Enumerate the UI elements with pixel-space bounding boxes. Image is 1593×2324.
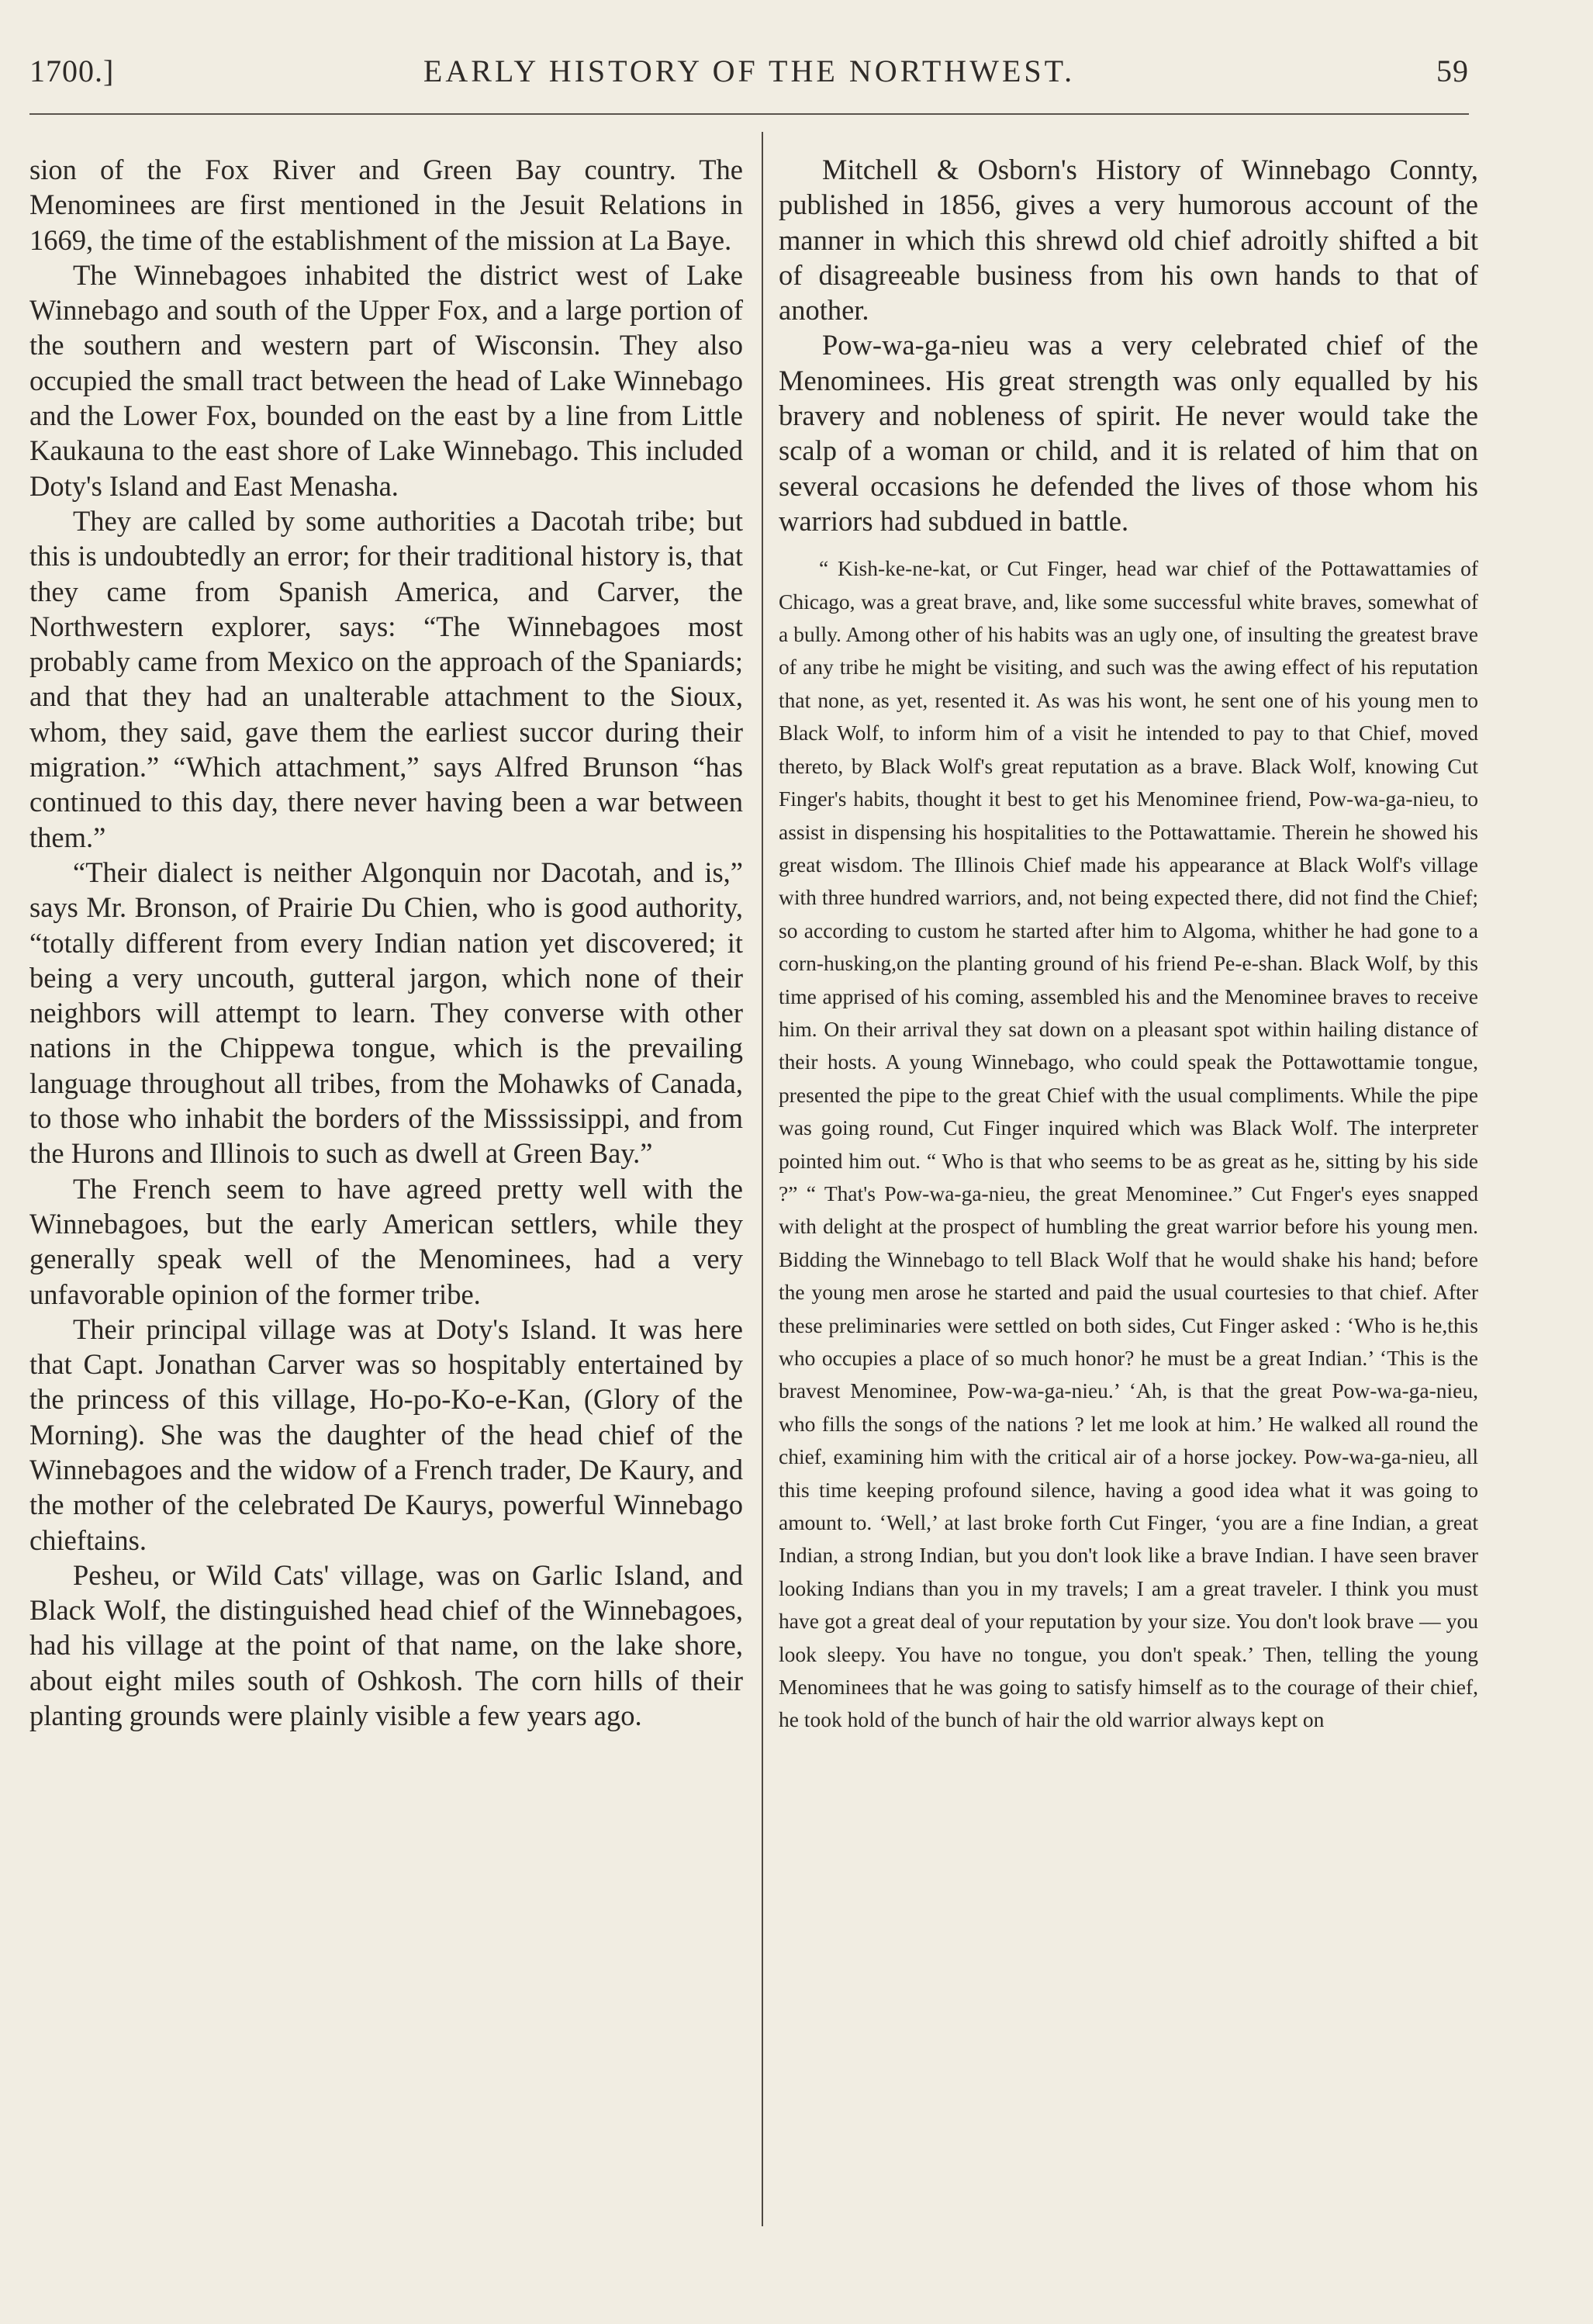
paragraph: The Winnebagoes inhabited the district west of Lake Winnebago and south of the Upper Fox, and a large portion of the southern and western part of Wisconsin. They also occupied the small tract between the head of Lake Winnebago and the Lower Fox, bounded on the east by a line from Little Kaukauna to the east shore of Lake Winnebago. This included Doty's Island and East Menasha. xyxy=(29,258,743,502)
paragraph: Their principal village was at Doty's Island. It was here that Capt. Jonathan Carver was so hospitably entertained by the princess of this village, Ho-po-Ko-e-Kan, (Glory of the Morning). She was the daughter of the head chief of the Winnebagoes and the widow of a French trader, De Kaury, and the mother of the celebrated De Kaurys, powerful Winnebago chieftains. xyxy=(29,1312,743,1556)
paragraph: Pow-wa-ga-nieu was a very celebrated chief of the Menominees. His great strength was only equalled by his bravery and nobleness of spirit. He never would take the scalp of a woman or child, and it is related of him that on several occasions he defended the lives of those whom his warriors had subdued in battle. xyxy=(779,329,1478,537)
paragraph: “Their dialect is neither Algonquin nor Dacotah, and is,” says Mr. Bronson, of Prairie Du Chien, who is good authority, “totally different from every Indian nation yet discovered; it being a very uncouth, gutteral jargon, which none of their neighbors will attempt to learn. They converse with other nations in the Chippewa tongue, which is the prevailing language throughout all tribes, from the Mohawks of Canada, to those who inhabit the borders of the Misssissippi, and from the Hurons and Illinois to such as dwell at Green Bay.” xyxy=(29,856,743,1170)
paragraph: They are called by some authorities a Dacotah tribe; but this is undoubtedly an error; for their traditional history is, that they came from Spanish America, and Carver, the Northwestern explorer, says: “The Winnebagoes most probably came from Mexico on the approach of the Spaniards; and that they had an unalterable attachment to the Sioux, whom, they said, gave them the earliest succor during their migration.” “Which attachment,” says Alfred Brunson “has continued to this day, there never having been a war between them.” xyxy=(29,504,743,853)
running-header xyxy=(29,53,1469,93)
block-quote: “ Kish-ke-ne-kat, or Cut Finger, head war chief of the Pottawattamies of Chicago, was a great brave, and, like some successful white braves, somewhat of a bully. Among other of his habits was an ugly one, of insulting the greatest brave of any tribe he might be visiting, and such was the awing effect of his reputation that none, as yet, resented it. As was his wont, he sent one of his young men to Black Wolf, to inform him of a visit he intended to pay to that Chief, moved thereto, by Black Wolf's great reputation as a brave. Black Wolf, knowing Cut Finger's habits, thought it best to get his Menominee friend, Pow-wa-ga-nieu, to assist in dispensing his hospitalities to the Pottawattamie. Therein he showed his great wisdom. The Illinois Chief made his appearance at Black Wolf's village with three hundred warriors, and, not being expected there, did not find the Chief; so according to custom he started after him to Algoma, whither he had gone to a corn-husking,on the planting ground of his friend Pe-e-shan. Black Wolf, by this time apprised of his coming, assembled his and the Menominee braves to receive him. On their arrival they sat down on a pleasant spot within hailing distance of their hosts. A young Winnebago, who could speak the Pottawottamie tongue, presented the pipe to the great Chief with the usual compliments. While the pipe was going round, Cut Finger inquired which was Black Wolf. The interpreter pointed him out. “ Who is that who seems to be as great as he, sitting by his side ?” “ That's Pow-wa-ga-nieu, the great Menominee.” Cut Fnger's eyes snapped with delight at the prospect of humbling the great warrior before his young men. Bidding the Winnebago to tell Black Wolf that he would shake his hand; before the young men arose he started and paid the usual courtesies to that chief. After these preliminaries were settled on both sides, Cut Finger asked : ‘Who is he,this who occupies a place of so much honor? he must be a great Indian.’ ‘This is the bravest Menominee, Pow-wa-ga-nieu.’ ‘Ah, is that the great Pow-wa-ga-nieu, who fills the songs of the nations ? let me look at him.’ He walked all round the chief, examining him with the critical air of a horse jockey. Pow-wa-ga-nieu, all this time keeping profound silence, having a good idea what it was going to amount to. ‘Well,’ at last broke forth Cut Finger, ‘you are a fine Indian, a great Indian, a strong Indian, but you don't look like a brave Indian. I have seen braver looking Indians than you in my travels; I am a great traveler. I think you must have got a great deal of your reputation by your size. You don't look brave — you look sleepy. You have no tongue, you don't speak.’ Then, telling the young Menominees that he was going to satisfy himself as to the courage of their chief, he took hold of the bunch of hair the old warrior always kept on xyxy=(779,556,1478,1732)
paragraph: sion of the Fox River and Green Bay country. The Menominees are first mentioned in the Jesuit Relations in 1669, the time of the establishment of the mission at La Baye. xyxy=(29,154,743,256)
header-year: 1700.] xyxy=(29,54,115,88)
paragraph: Mitchell & Osborn's History of Winnebago Connty, published in 1856, gives a very humorous account of the manner in which this shrewd old chief adroitly shifted a bit of disagreeable business from his own hands to that of another. xyxy=(779,154,1478,327)
paragraph: Pesheu, or Wild Cats' village, was on Garlic Island, and Black Wolf, the distinguished head chief of the Winnebagoes, had his village at the point of that name, on the lake shore, about eight miles south of Oshkosh. The corn hills of their planting grounds were plainly visible a few years ago. xyxy=(29,1558,743,1732)
right-column xyxy=(779,152,1478,1737)
header-title: EARLY HISTORY OF THE NORTHWEST. xyxy=(423,54,1076,88)
page-number: 59 xyxy=(1436,54,1469,88)
header-rule xyxy=(29,113,1469,115)
column-divider xyxy=(762,132,763,2226)
paragraph: The French seem to have agreed pretty well with the Winnebagoes, but the early American settlers, while they generally speak well of the Menominees, had a very unfavorable opinion of the former tribe. xyxy=(29,1172,743,1310)
left-column xyxy=(29,152,743,1733)
